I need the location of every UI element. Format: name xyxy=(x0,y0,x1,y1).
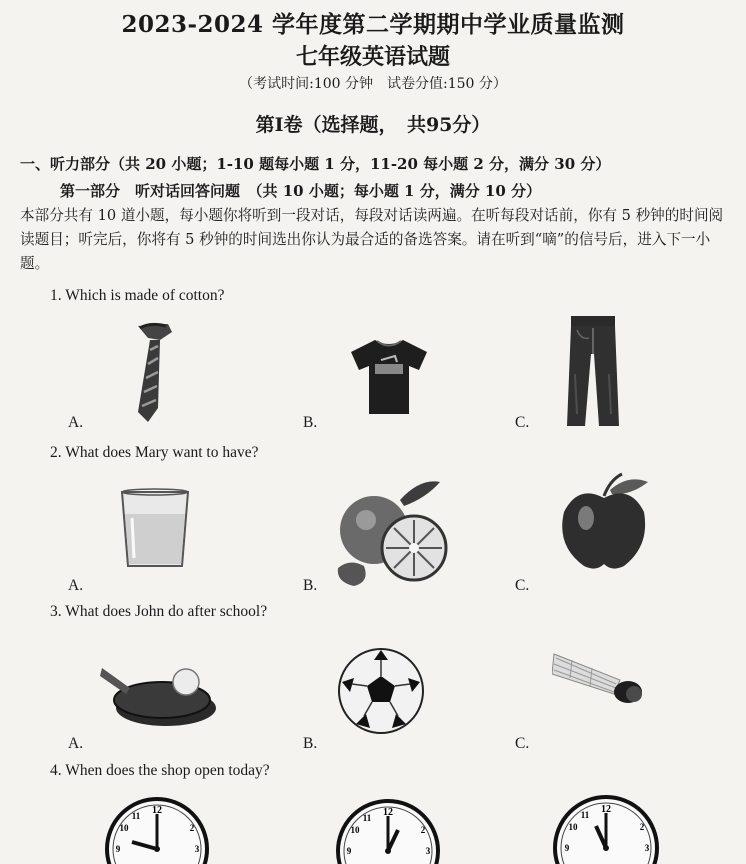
clock-number-12: 12 xyxy=(383,807,393,818)
question-1: 1. Which is made of cotton? xyxy=(50,287,225,304)
jeans-icon xyxy=(563,314,623,430)
part-heading: 第一部分 听对话回答问题 （共 10 小题；每小题 1 分，满分 10 分） xyxy=(60,182,542,200)
instructions-paragraph: 本部分共有 10 道小题，每小题你将听到一段对话，每段对话读两遍。在听每段对话前，你有 5 秒钟的时间阅读题目；听完后，你将有 5 秒钟的时间选出你认为最合适的备选答案。请在听到“嘀”的信号后，进入下一小题。 xyxy=(20,207,724,272)
q1-option-c[interactable]: C. xyxy=(515,414,530,431)
soccer-ball-icon xyxy=(336,646,426,736)
clock-number-9: 9 xyxy=(115,844,121,854)
clock-number-2: 2 xyxy=(189,823,195,833)
question-3: 3. What does John do after school? xyxy=(50,603,268,620)
section-heading: 一、听力部分（共 20 小题；1-10 题每小题 1 分，11-20 每小题 2 分，满分 30 分） xyxy=(20,155,611,173)
clock-number-2: 2 xyxy=(639,822,645,832)
shuttlecock-icon xyxy=(552,648,648,710)
q3-option-c[interactable]: C. xyxy=(515,735,530,752)
volume-title: 第Ⅰ卷（选择题， 共95分） xyxy=(255,114,491,136)
apple-icon xyxy=(558,472,650,572)
clock-icon xyxy=(104,794,210,864)
clock-number-10: 10 xyxy=(350,825,360,835)
clock-icon xyxy=(552,792,660,864)
q2-option-b[interactable]: B. xyxy=(303,577,318,594)
q3-option-a[interactable]: A. xyxy=(68,735,84,752)
glass-of-water-icon xyxy=(118,488,192,570)
clock-number-10: 10 xyxy=(119,823,129,833)
clock-icon xyxy=(336,796,440,864)
clock-number-3: 3 xyxy=(644,843,650,853)
exam-subtitle: 七年级英语试题 xyxy=(295,44,450,70)
clock-number-12: 12 xyxy=(601,804,611,815)
ping-pong-icon xyxy=(100,658,218,728)
question-2: 2. What does Mary want to have? xyxy=(50,444,259,461)
oranges-icon xyxy=(330,478,450,588)
clock-number-3: 3 xyxy=(425,846,431,856)
clock-number-9: 9 xyxy=(564,843,570,853)
clock-number-10: 10 xyxy=(568,822,578,832)
clock-number-3: 3 xyxy=(194,844,200,854)
q2-option-a[interactable]: A. xyxy=(68,577,84,594)
clock-number-2: 2 xyxy=(420,825,426,835)
clock-number-11: 11 xyxy=(131,811,141,821)
exam-title: 2023-2024 学年度第二学期期中学业质量监测 xyxy=(121,11,625,38)
q2-option-c[interactable]: C. xyxy=(515,577,530,594)
tshirt-icon xyxy=(347,336,431,416)
q1-option-b[interactable]: B. xyxy=(303,414,318,431)
clock-number-9: 9 xyxy=(346,846,352,856)
clock-number-12: 12 xyxy=(152,805,162,816)
clock-number-11: 11 xyxy=(362,813,372,823)
clock-number-11: 11 xyxy=(580,810,590,820)
necktie-icon xyxy=(128,320,178,428)
question-4: 4. When does the shop open today? xyxy=(50,762,270,779)
q3-option-b[interactable]: B. xyxy=(303,735,318,752)
exam-info: （考试时间:100 分钟 试卷分值:150 分） xyxy=(239,76,507,92)
q1-option-a[interactable]: A. xyxy=(68,414,84,431)
